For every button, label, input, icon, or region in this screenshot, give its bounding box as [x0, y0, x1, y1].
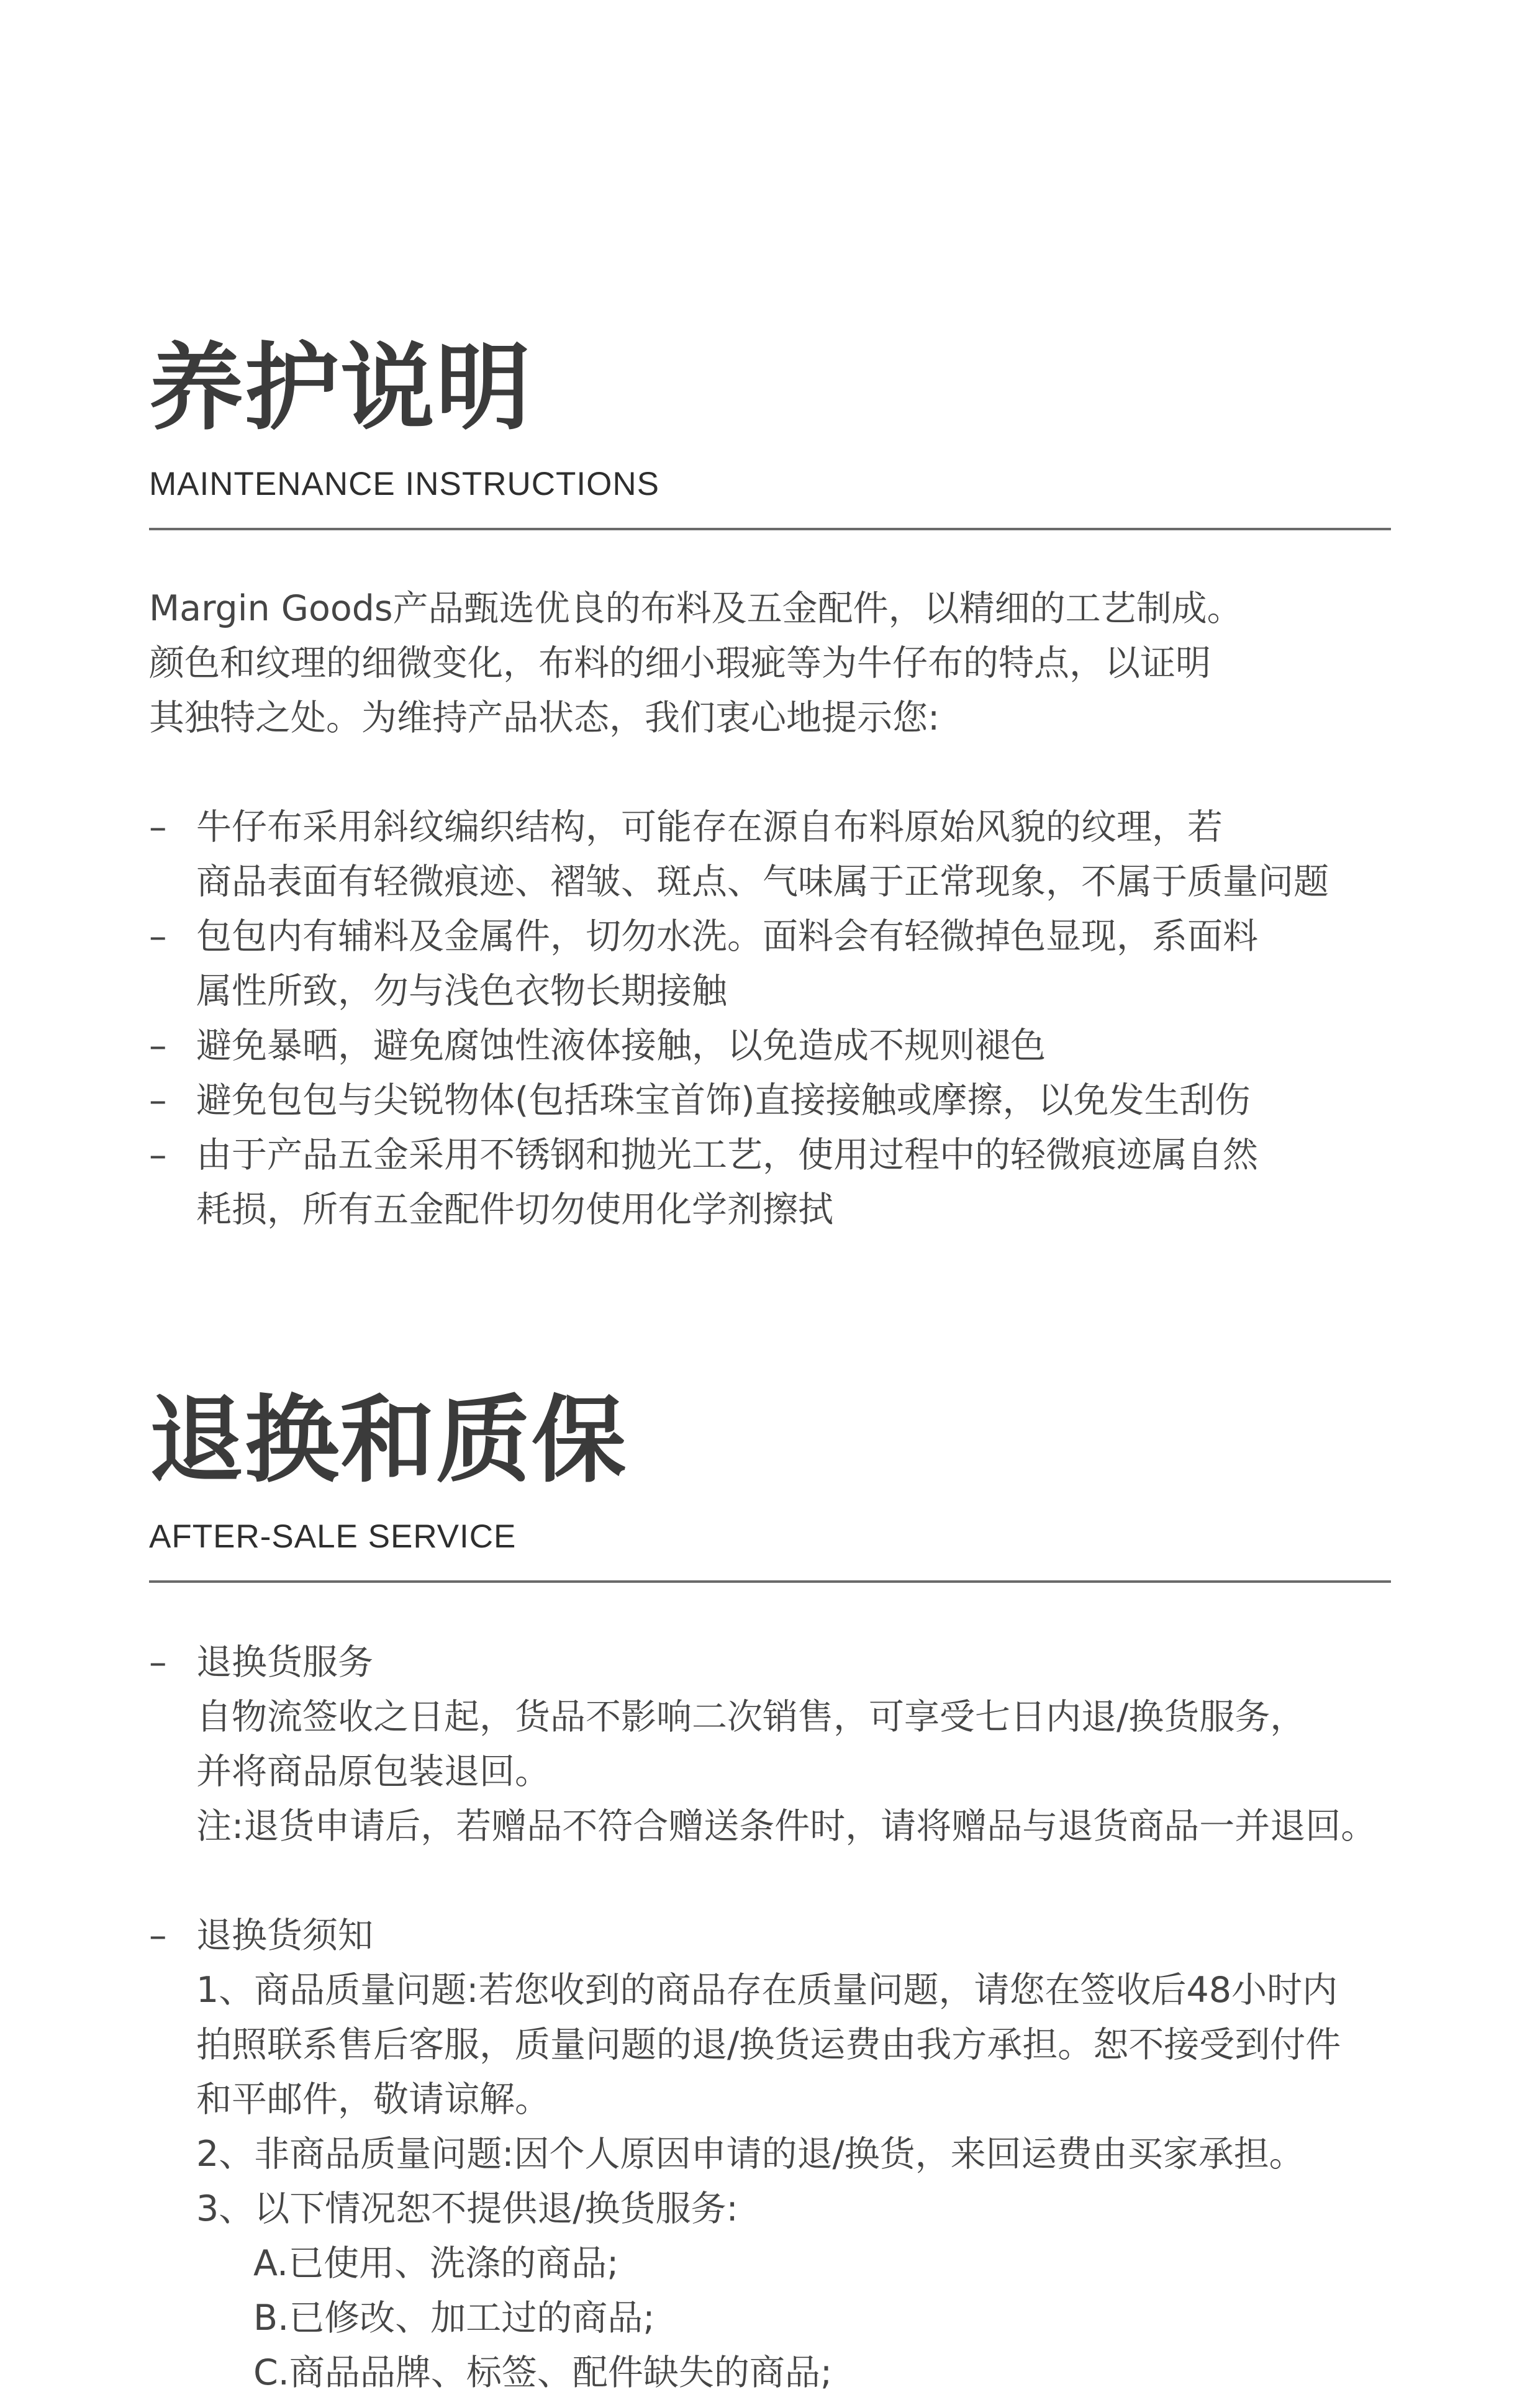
spacer	[149, 1854, 1391, 1908]
after-sale-list	[149, 1635, 1391, 2400]
maintenance-list	[149, 800, 1391, 1237]
list-item	[149, 1018, 1391, 1073]
item-line: 包包内有辅料及金属件，切勿水洗。面料会有轻微掉色显现，系面料	[196, 916, 1258, 957]
dash-bullet: –	[149, 1915, 167, 1956]
exclusion-item: A.已使用、洗涤的商品;	[253, 2243, 619, 2284]
maintenance-section	[149, 335, 1391, 1237]
exclusion-list	[196, 2236, 1391, 2400]
item-line: 牛仔布采用斜纹编织结构，可能存在源自布料原始风貌的纹理，若	[196, 807, 1223, 848]
service-block	[149, 1635, 1391, 1854]
item-line: 避免包包与尖锐物体(包括珠宝首饰)直接接触或摩擦，以免发生刮伤	[196, 1080, 1251, 1121]
notice-line: 1、商品质量问题:若您收到的商品存在质量问题，请您在签收后48小时内	[196, 1970, 1338, 2011]
maintenance-intro	[149, 581, 1391, 745]
item-line: 耗损，所有五金配件切勿使用化学剂擦拭	[196, 1189, 833, 1230]
after-sale-divider	[149, 1580, 1391, 1583]
dash-bullet: –	[149, 1080, 167, 1121]
intro-line: 颜色和纹理的细微变化，布料的细小瑕疵等为牛仔布的特点，以证明	[149, 643, 1211, 684]
item-line: 属性所致，勿与浅色衣物长期接触	[196, 971, 727, 1012]
after-sale-section	[149, 1385, 1391, 2400]
dash-bullet: –	[149, 916, 167, 957]
maintenance-title: 养护说明	[149, 333, 532, 443]
intro-line: Margin Goods产品甄选优良的布料及五金配件，以精细的工艺制成。	[149, 588, 1243, 629]
dash-bullet: –	[149, 1134, 167, 1175]
list-item	[149, 800, 1391, 909]
notice-block	[149, 1908, 1391, 2400]
service-line: 注:退货申请后，若赠品不符合赠送条件时，请将赠品与退货商品一并退回。	[196, 1806, 1377, 1847]
item-line: 由于产品五金采用不锈钢和抛光工艺，使用过程中的轻微痕迹属自然	[196, 1134, 1258, 1175]
dash-bullet: –	[149, 1025, 167, 1066]
notice-line: 3、以下情况恕不提供退/换货服务:	[196, 2188, 738, 2229]
list-item	[149, 1128, 1391, 1237]
item-line: 避免暴晒，避免腐蚀性液体接触，以免造成不规则褪色	[196, 1025, 1046, 1066]
exclusion-item: B.已修改、加工过的商品;	[253, 2298, 655, 2339]
maintenance-divider	[149, 528, 1391, 530]
intro-line: 其独特之处。为维持产品状态，我们衷心地提示您:	[149, 697, 940, 738]
list-item	[149, 1073, 1391, 1128]
dash-bullet: –	[149, 807, 167, 848]
item-line: 商品表面有轻微痕迹、褶皱、斑点、气味属于正常现象，不属于质量问题	[196, 861, 1329, 902]
service-line: 并将商品原包装退回。	[196, 1751, 550, 1792]
service-heading: 退换货服务	[196, 1642, 373, 1683]
list-item	[149, 909, 1391, 1018]
service-line: 自物流签收之日起，货品不影响二次销售，可享受七日内退/换货服务，	[196, 1696, 1306, 1737]
notice-line: 和平邮件，敬请谅解。	[196, 2079, 550, 2120]
exclusion-item: C.商品品牌、标签、配件缺失的商品;	[253, 2352, 833, 2393]
notice-line: 拍照联系售后客服，质量问题的退/换货运费由我方承担。恕不接受到付件	[196, 2024, 1341, 2065]
after-sale-subtitle: AFTER-SALE SERVICE	[149, 1518, 517, 1555]
dash-bullet: –	[149, 1642, 167, 1683]
maintenance-subtitle: MAINTENANCE INSTRUCTIONS	[149, 466, 659, 502]
notice-line: 2、非商品质量问题:因个人原因申请的退/换货，来回运费由买家承担。	[196, 2134, 1305, 2175]
after-sale-title: 退换和质保	[149, 1385, 627, 1495]
notice-heading: 退换货须知	[196, 1915, 373, 1956]
